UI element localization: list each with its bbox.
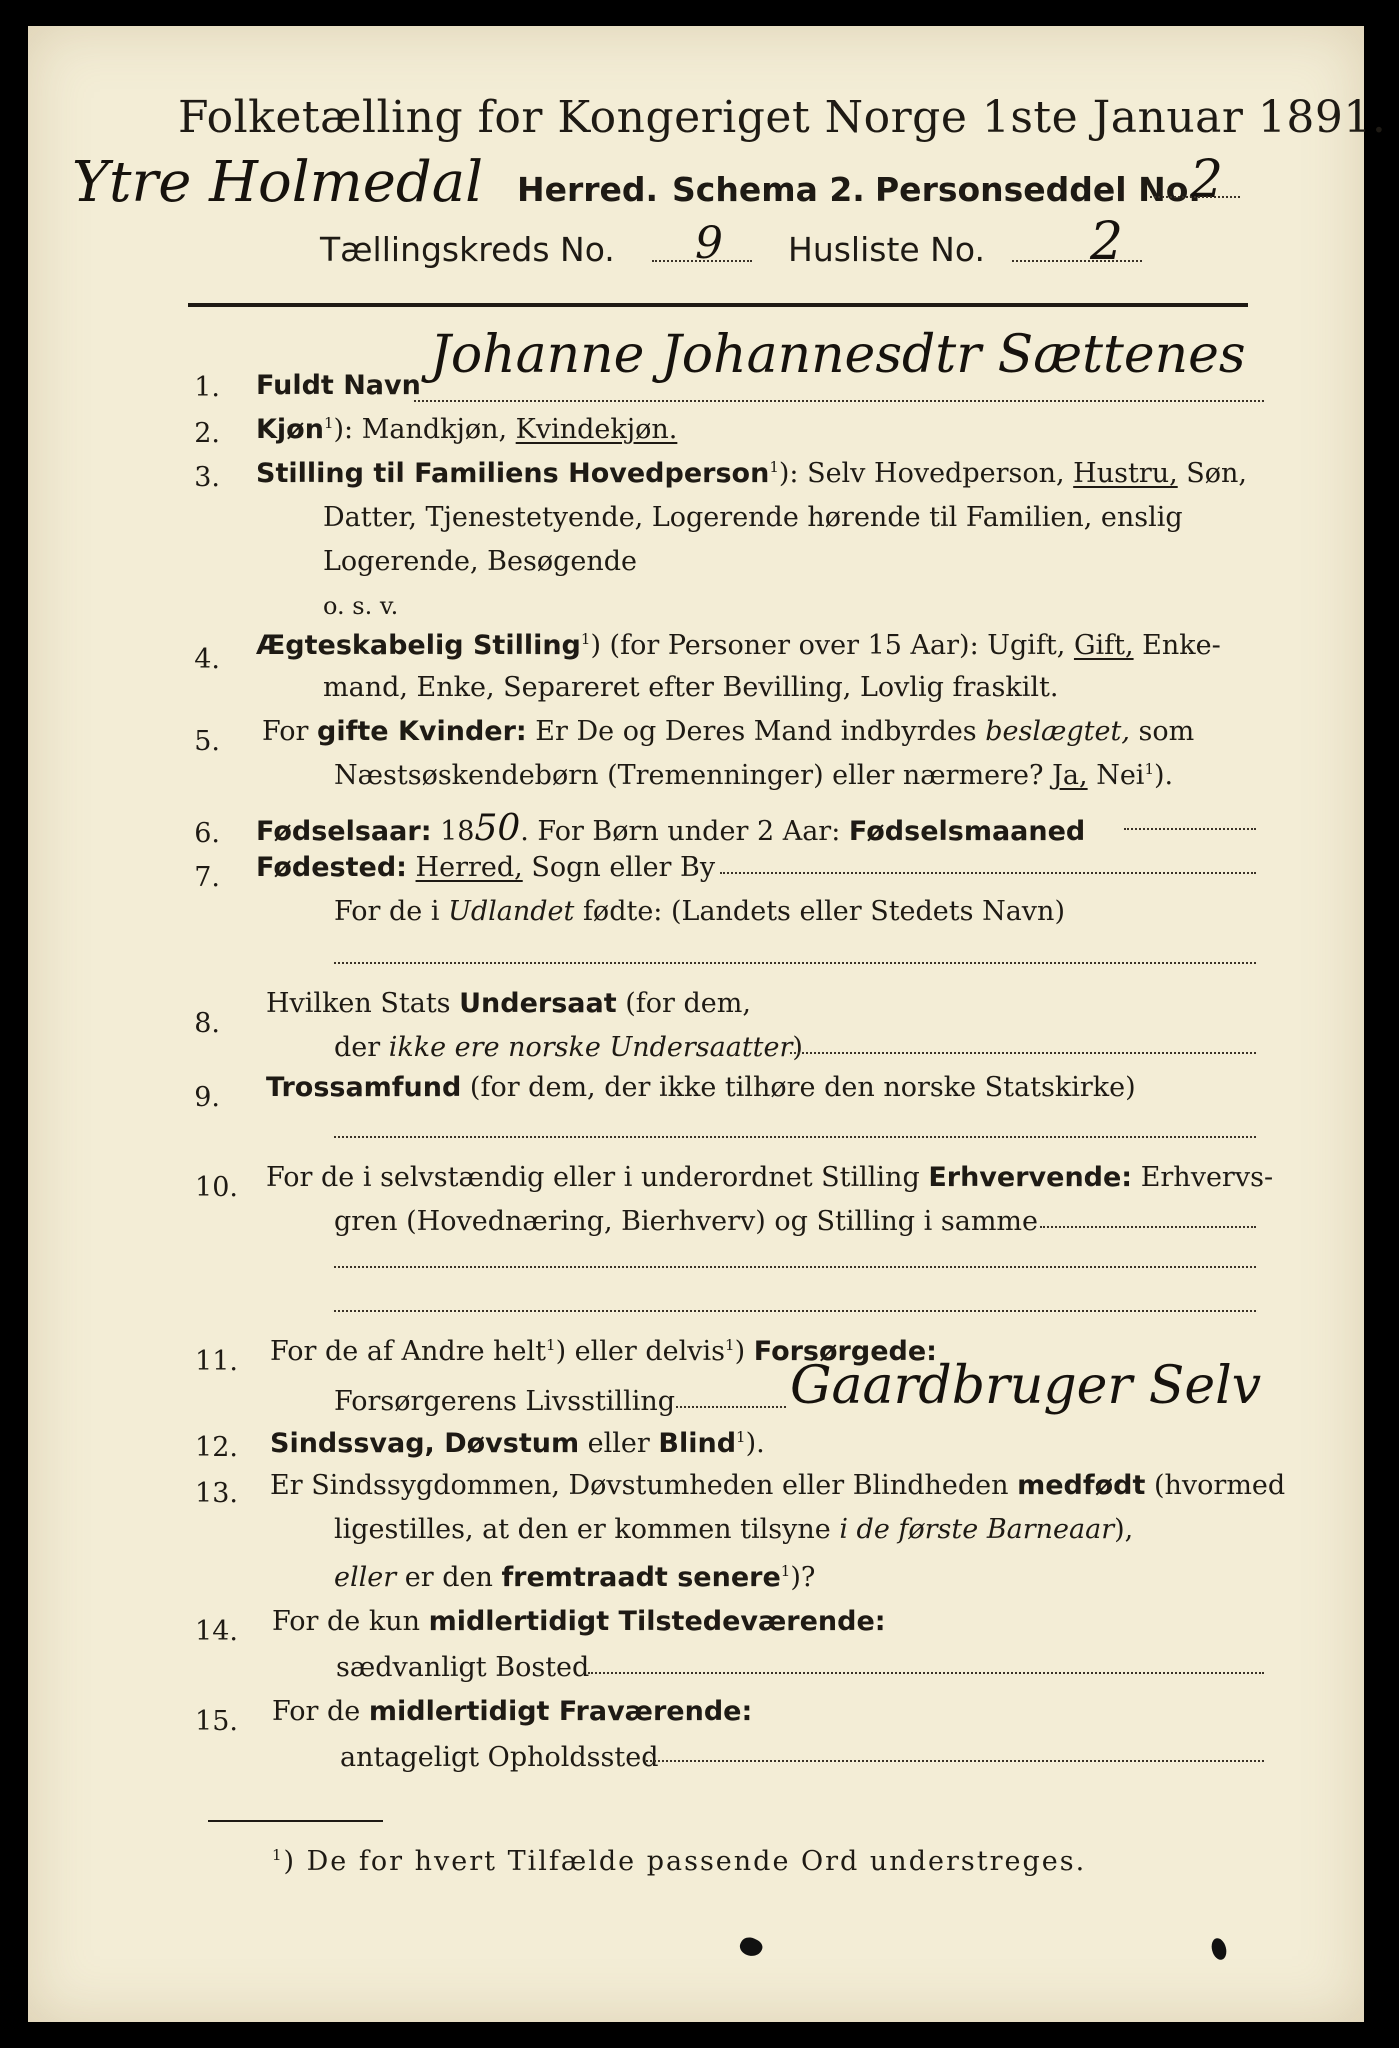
- q12-end: ).: [745, 1428, 765, 1459]
- q3-line3: Logerende, Besøgende: [323, 546, 637, 577]
- q5-label: gifte Kvinder:: [317, 716, 527, 747]
- q7-number: 7.: [194, 862, 220, 893]
- q2-number: 2.: [194, 418, 220, 449]
- q5-option-ja: Ja,: [1052, 760, 1088, 791]
- q7-line1: [256, 852, 715, 883]
- q2-sup: 1: [323, 414, 334, 432]
- q11-line2: Forsørgerens Livsstilling: [334, 1386, 676, 1417]
- q3-line1: [256, 458, 1247, 489]
- q14-dots: [588, 1672, 1264, 1674]
- q13-text3c: )?: [790, 1562, 816, 1593]
- q15-number: 15.: [195, 1706, 238, 1737]
- q7-label: Fødested:: [256, 852, 407, 883]
- q12-label: Sindssvag, Døvstum: [270, 1428, 580, 1459]
- q6-value: 50: [474, 808, 521, 849]
- q11-value: Gaardbruger Selv: [790, 1356, 1262, 1416]
- q13-text2a: ligestilles, at den er kommen tilsyne: [334, 1514, 840, 1545]
- q10-line1: [266, 1162, 1273, 1193]
- personseddel-dots: [1150, 196, 1240, 198]
- q9-label: Trossamfund: [266, 1072, 462, 1103]
- q1-label: Fuldt Navn: [256, 370, 421, 401]
- q6-line: [256, 808, 1085, 849]
- footnote-rule: [208, 1820, 383, 1822]
- q3-label: Stilling til Familiens Hovedperson: [256, 458, 770, 489]
- q3-line2: Datter, Tjenestetyende, Logerende hørende til Familien, enslig: [323, 502, 1183, 533]
- q4-number: 4.: [194, 644, 220, 675]
- q2-rest: ): Mandkjøn,: [333, 414, 516, 445]
- q5-line1: [262, 716, 1194, 747]
- q8-number: 8.: [194, 1008, 220, 1039]
- herred-label: Herred.: [517, 170, 659, 209]
- q14-number: 14.: [195, 1616, 238, 1647]
- q11-text1c: ): [734, 1336, 754, 1367]
- q10-dots2: [334, 1266, 1256, 1268]
- q13-label: medfødt: [1017, 1470, 1146, 1501]
- herred-value: Ytre Holmedal: [72, 150, 484, 215]
- q10-label: Erhvervende:: [928, 1162, 1133, 1193]
- q14-pre: For de kun: [272, 1606, 429, 1637]
- q11-dots: [676, 1406, 786, 1408]
- q8-text1c: (for dem,: [616, 988, 751, 1019]
- q15-line1: [272, 1696, 752, 1727]
- q3-option-hustru: Hustru,: [1073, 458, 1178, 489]
- q7-dots: [720, 872, 1256, 874]
- q11-number: 11.: [195, 1346, 238, 1377]
- q9-number: 9.: [194, 1082, 220, 1113]
- q2-line: [256, 414, 677, 445]
- q13-text1c: (hvormed: [1145, 1470, 1286, 1501]
- q13-text2c: ),: [1114, 1514, 1134, 1545]
- q5-text1c: som: [1129, 716, 1195, 747]
- husliste-value: 2: [1090, 212, 1124, 272]
- q4-sup: 1: [580, 630, 591, 648]
- q15-line2: antageligt Opholdssted: [340, 1742, 659, 1773]
- q4-text1c: Enke-: [1133, 630, 1221, 661]
- q3-number: 3.: [194, 462, 220, 493]
- q1-number: 1.: [194, 372, 220, 403]
- q13-text3b: er den: [396, 1562, 502, 1593]
- q12-line: [270, 1428, 765, 1459]
- taellingskreds-label: Tællingskreds No.: [320, 230, 615, 269]
- q7-rest: Sogn eller By: [522, 852, 716, 883]
- footnote-text: ) De for hvert Tilfælde passende Ord understreges.: [283, 1846, 1087, 1877]
- q11-label: Forsørgede:: [753, 1336, 937, 1367]
- q10-number: 10.: [195, 1172, 238, 1203]
- q5-pre: For: [262, 716, 318, 747]
- q11-text1a: For de af Andre helt: [270, 1336, 547, 1367]
- q6-prefix: 18: [431, 816, 475, 847]
- q7-text2c: fødte: (Landets eller Stedets Navn): [574, 896, 1065, 927]
- personseddel-label: Personseddel No.: [875, 170, 1201, 209]
- q7-text2b: Udlandet: [448, 896, 575, 927]
- q1-value: Johanne Johannesdtr Sættenes: [430, 325, 1246, 385]
- q13-line1: [270, 1470, 1285, 1501]
- q5-text2d: ).: [1154, 760, 1174, 791]
- q2-option-kvindekjon: Kvindekjøn.: [515, 414, 678, 445]
- q14-line2: sædvanligt Bosted: [336, 1652, 590, 1683]
- q9-dots: [334, 1136, 1256, 1138]
- q8-line1: [266, 988, 751, 1019]
- q8-dots: [790, 1052, 1256, 1054]
- q11-sup1: 1: [546, 1336, 556, 1354]
- q6-rest: . For Børn under 2 Aar:: [520, 816, 849, 847]
- q4-line2: mand, Enke, Separeret efter Bevilling, Lovlig fraskilt.: [323, 672, 1059, 703]
- q13-line2: [334, 1514, 1133, 1545]
- q11-text1b: ) eller delvis: [555, 1336, 726, 1367]
- q14-label: midlertidigt Tilstedeværende:: [428, 1606, 886, 1637]
- taellingskreds-value: 9: [695, 218, 723, 269]
- q5-text1b: beslægtet,: [985, 716, 1130, 747]
- q13-line3: [334, 1562, 815, 1593]
- q8-text2c: ): [792, 1032, 803, 1063]
- q3-line4: o. s. v.: [323, 592, 399, 620]
- q6-dots: [1124, 828, 1256, 830]
- q6-label2: Fødselsmaaned: [848, 816, 1086, 847]
- q12-number: 12.: [195, 1432, 238, 1463]
- footnote-sup: 1: [272, 1846, 284, 1864]
- q10-dots3: [334, 1310, 1256, 1312]
- footnote: [272, 1846, 1086, 1877]
- q15-pre: For de: [272, 1696, 369, 1727]
- q10-line2: gren (Hovednæring, Bierhverv) og Stilling i samme: [334, 1206, 1039, 1237]
- header-rule: [188, 303, 1248, 307]
- q10-dots: [1040, 1226, 1256, 1228]
- q7-line2: [334, 896, 1065, 927]
- q4-text1a: ) (for Personer over 15 Aar): Ugift,: [590, 630, 1074, 661]
- q13-text2b: i de første Barneaar: [839, 1514, 1115, 1545]
- q8-text1a: Hvilken Stats: [266, 988, 460, 1019]
- q11-sup2: 1: [725, 1336, 735, 1354]
- q13-text3a: eller: [334, 1562, 397, 1593]
- q5-number: 5.: [194, 726, 220, 757]
- q5-text2a: Næstsøskendebørn (Tremenninger) eller nærmere?: [334, 760, 1053, 791]
- q4-line1: [256, 630, 1221, 661]
- q9-rest: (for dem, der ikke tilhøre den norske Statskirke): [461, 1072, 1136, 1103]
- q8-line2: [334, 1032, 803, 1063]
- q9-line: [266, 1072, 1136, 1103]
- q3-text1a: ): Selv Hovedperson,: [778, 458, 1074, 489]
- q5-text1a: Er De og Deres Mand indbyrdes: [526, 716, 986, 747]
- q8-label: Undersaat: [459, 988, 617, 1019]
- q7-text2a: For de i: [334, 896, 449, 927]
- q5-sup: 1: [1144, 760, 1154, 778]
- q5-text2c: Nei: [1087, 760, 1145, 791]
- q10-text1c: Erhvervs-: [1132, 1162, 1274, 1193]
- q6-number: 6.: [194, 818, 220, 849]
- q5-line2: [334, 760, 1173, 791]
- q8-text2b: ikke ere norske Undersaatter: [388, 1032, 793, 1063]
- q13-text1a: Er Sindssygdommen, Døvstumheden eller Blindheden: [270, 1470, 1018, 1501]
- q12-label2: Blind: [658, 1428, 737, 1459]
- q13-sup: 1: [780, 1562, 791, 1580]
- q3-sup: 1: [769, 458, 779, 476]
- q15-dots: [646, 1760, 1264, 1762]
- q7-dots2: [334, 962, 1256, 964]
- q6-label: Fødselsaar:: [256, 816, 432, 847]
- q7-option-herred: Herred,: [415, 852, 523, 883]
- form-title: Folketælling for Kongeriget Norge 1ste Januar 1891.: [178, 92, 1387, 143]
- q12-sup: 1: [736, 1428, 746, 1446]
- q13-number: 13.: [195, 1478, 238, 1509]
- personseddel-value: 2: [1190, 150, 1224, 210]
- q8-text2a: der: [334, 1032, 389, 1063]
- q13-label2: fremtraadt senere: [501, 1562, 781, 1593]
- husliste-dots: [1012, 260, 1142, 262]
- q12-mid: eller: [579, 1428, 659, 1459]
- schema-label: Schema 2.: [672, 170, 865, 209]
- q3-text1c: Søn,: [1177, 458, 1248, 489]
- q1-dots: [414, 400, 1264, 402]
- q4-option-gift: Gift,: [1073, 630, 1134, 661]
- q15-label: midlertidigt Fraværende:: [368, 1696, 753, 1727]
- husliste-label: Husliste No.: [788, 230, 985, 269]
- q14-line1: [272, 1606, 886, 1637]
- q10-text1a: For de i selvstændig eller i underordnet Stilling: [266, 1162, 929, 1193]
- taellingskreds-dots: [652, 260, 752, 262]
- q4-label: Ægteskabelig Stilling: [256, 630, 581, 661]
- q2-label: Kjøn: [256, 414, 324, 445]
